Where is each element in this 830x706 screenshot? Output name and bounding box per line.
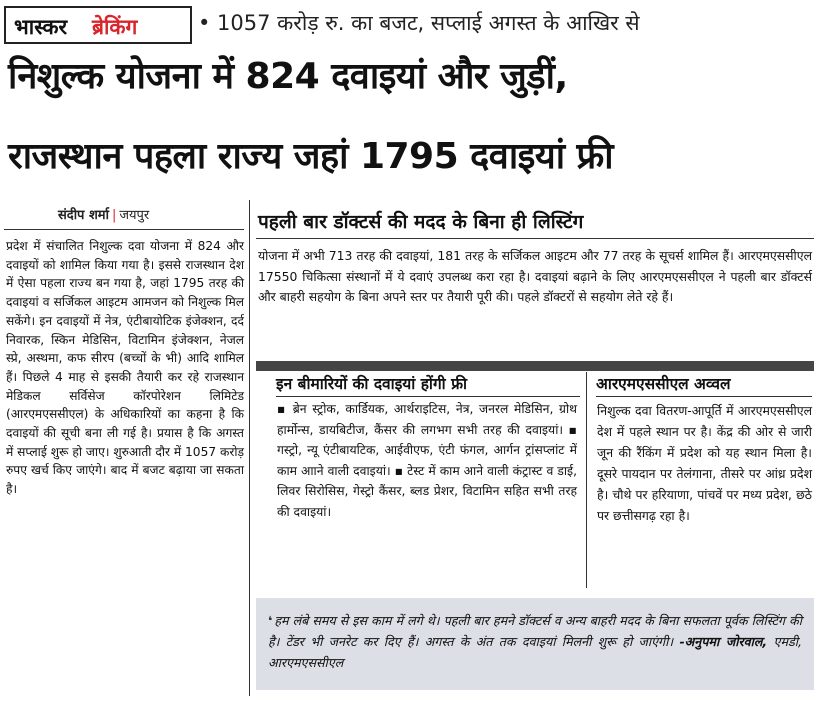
- listing-heading: पहली बार डॉक्टर्स की मदद के बिना ही लिस्टिंग: [258, 211, 584, 233]
- box-divider: [586, 372, 587, 588]
- quote-mark-icon: ❛: [268, 613, 273, 628]
- rank-heading-rule: [596, 396, 812, 397]
- listing-heading-rule: [256, 238, 814, 239]
- brand-logo: [4, 6, 192, 44]
- quote-box: [256, 598, 814, 690]
- headline-line-2: राजस्थान पहला राज्य जहां 1795 दवाइयां फ्री: [8, 136, 614, 177]
- byline-separator: |: [111, 208, 117, 223]
- masthead: [0, 0, 830, 46]
- left-column-top-rule: [4, 229, 244, 230]
- section-bar: [256, 361, 814, 371]
- top-headline: • 1057 करोड़ रु. का बजट, सप्लाई अगस्त के आखिर से: [198, 11, 640, 35]
- breaking-tag: ब्रेकिंग: [92, 15, 138, 39]
- quote-text: हम लंबे समय से इस काम में लगे थे। पहली बार हमने डॉक्टर्स व अन्य बाहरी मदद के बिना सफलता पूर्वक लिस्टिंग की है। टेंडर भी जनरेट कर दिए हैं। अगस्त के अंत तक दवाइयां मिलनी शुरू हो जाएंगी।: [268, 613, 802, 649]
- quote-author: -अनुपमा जोरवाल,: [679, 634, 768, 649]
- rank-heading: आरएमएससीएल अव्वल: [596, 375, 731, 393]
- byline: [58, 205, 149, 223]
- diseases-text: ▪ ब्रेन स्ट्रोक, कार्डियक, आर्थराइटिस, नेत्र, जनरल मेडिसिन, ग्रोथ हार्मोन्स, डायबिटीज, कैंसर की लगभग सभी तरह की दवाइयां। ▪ गस्ट्रो, न्यू एंटीबायटिक, आईवीएफ, एंटी फंगल, आर्गन ट्रांसप्लांट में काम आाने वाली दवाइयां। ▪ टेस्ट में काम आने वाली कंट्रास्ट व डाई, लिवर सिरोसिस, गेस्ट्रो कैंसर, ब्लड प्रेशर, विटामिन सहित सभी तरह की दवाइयां।: [277, 402, 577, 519]
- column-divider: [249, 200, 250, 696]
- diseases-heading: इन बीमारियों की दवाइयां होंगी फ्री: [276, 375, 468, 393]
- dateline-place: जयपुर: [119, 208, 150, 223]
- left-column-text: प्रदेश में संचालित निशुल्क दवा योजना में 824 और दवाइयों को शामिल किया गया है। इससे राजस्थान देश में ऐसा पहला राज्य बन गया है, जहां 1795 तरह की दवाइयां व सर्जिकल आइटम आमजन को निशुल्क मिल सकेंगे। इन दवाइयों में नेत्र, एंटीबायोटिक इंजेक्शन, दर्द निवारक, स्किन मेडिसिन, विटामिन इंजेक्शन, नेजल स्प्रे, अस्थमा, कफ सीरप (बच्चों के भी) आदि शामिल हैं। पिछले 4 माह से इसकी तैयारी कर रहे राजस्थान मेडिकल सर्विसेज कॉरपोरेशन लिमिटेड (आरएमएससीएल) के अधिकारियों का कहना है कि दवाइयों की सूची बना ली गई है। प्रयास है कि अगस्त में सप्लाई शुरू हो जाए। शुरुआती दौर में 1057 करोड़ रुपए खर्च किए जाएंगे। बाद में बजट बढ़ाया जा सकता है।: [6, 239, 244, 497]
- rank-text: निशुल्क दवा वितरण-आपूर्ति में आरएमएससीएल देश में पहले स्थान पर है। केंद्र की ओर से जारी जून की रैंकिंग में प्रदेश को यह स्थान मिला है। दूसरे पायदान पर तेलंगाना, तीसरे पर आंध्र प्रदेश है। चौथे पर हरियाणा, पांचवें पर मध्य प्रदेश, छठे पर छत्तीसगढ़ रहा है।: [597, 403, 812, 523]
- listing-text: योजना में अभी 713 तरह की दवाइयां, 181 तरह के सर्जिकल आइटम और 77 तरह के सूचर्स शामिल हैं। आरएमएससीएल 17550 चिकित्सा संस्थानों में ये दवाएं उपलब्ध करा रहा है। दवाइयां बढ़ाने के लिए आरएमएससीएल ने पहली बार डॉक्टर्स और बाहरी सहयोग के बिना अपने स्तर पर तैयारी पूरी की। पहले डॉक्टरों से सहयोग लेते रहे हैं।: [258, 248, 812, 304]
- quote-text-block: [268, 610, 802, 673]
- diseases-heading-rule: [276, 396, 580, 397]
- quote-author-role: एमडी, आरएमएससीएल: [268, 634, 802, 670]
- headline-line-1: निशुल्क योजना में 824 दवाइयां और जुड़ीं,: [8, 56, 568, 97]
- brand-name: भास्कर: [14, 15, 68, 39]
- author-name: संदीप शर्मा: [58, 208, 109, 223]
